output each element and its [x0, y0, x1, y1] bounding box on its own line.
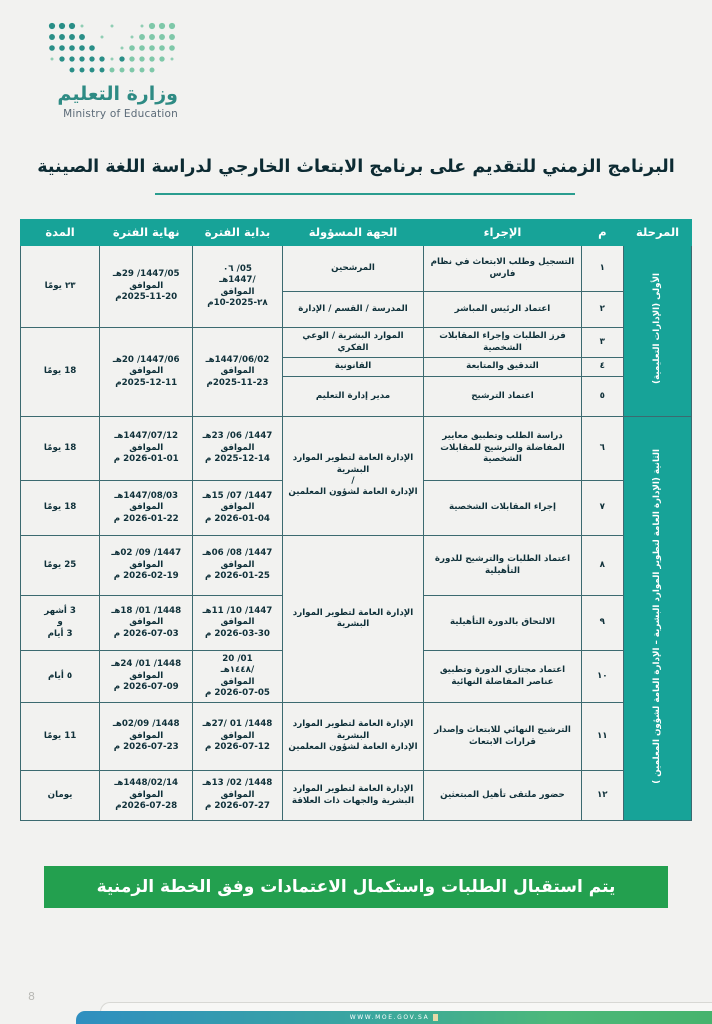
responsible-cell: الإدارة العامة لتطوير الموارد البشرية والجهات ذات العلاقة	[282, 771, 424, 821]
responsible-cell: الإدارة العامة لتطوير الموارد البشرية / الإدارة العامة لشؤون المعلمين	[282, 417, 424, 536]
row-number: ١	[581, 246, 624, 292]
row-number: ٨	[581, 536, 624, 596]
start-date-cell: 1447/ 06/ 23هـ الموافق 2025-12-14 م	[193, 417, 282, 481]
logo-english-name: Ministry of Education	[63, 107, 178, 120]
start-date-cell: 05/ ٠٦ /1447هـ الموافق ٢٨-10-2025م	[193, 246, 282, 328]
procedure-cell: الترشيح النهائي للابتعاث وإصدار قرارات الابتعاث	[424, 703, 581, 771]
logo-arabic-name: وزارة التعليم	[57, 83, 178, 105]
stage-cell	[624, 417, 692, 821]
footer-url: WWW.MOE.GOV.SA	[349, 1014, 430, 1021]
table-row	[21, 703, 692, 771]
responsible-cell: القانونية	[282, 358, 424, 377]
procedure-cell: الالتحاق بالدورة التأهيلية	[424, 596, 581, 651]
procedure-cell: حضور ملتقى تأهيل المبتعثين	[424, 771, 581, 821]
header-responsible: الجهة المسؤولة	[282, 220, 424, 246]
start-date-cell: 1447/ 10/ 11هـ الموافق 2026-03-30 م	[193, 596, 282, 651]
stage-cell	[624, 246, 692, 417]
notice-banner	[44, 866, 668, 908]
row-number: ١٠	[581, 651, 624, 703]
end-date-cell: 1448/02/14هـ الموافق 2026-07-28م	[100, 771, 193, 821]
table-header-row	[21, 220, 692, 246]
timeline-table	[20, 219, 692, 821]
page-title: البرنامج الزمني للتقديم على برنامج الابتعاث الخارجي لدراسة اللغة الصينية	[37, 157, 675, 177]
start-date-cell: 1447/ 08/ 06هـ الموافق 2026-01-25 م	[193, 536, 282, 596]
responsible-cell: الإدارة العامة لتطوير الموارد البشرية	[282, 536, 424, 703]
table-body	[21, 246, 692, 821]
duration-cell: 3 أشهر و 3 أيام	[21, 596, 100, 651]
end-date-cell: 1447/ 09/ 02هـ الموافق 2026-02-19 م	[100, 536, 193, 596]
table-row	[21, 328, 692, 358]
header-procedure: الإجراء	[424, 220, 581, 246]
header-duration: المدة	[21, 220, 100, 246]
procedure-cell: إجراء المقابلات الشخصية	[424, 481, 581, 536]
row-number: ٢	[581, 292, 624, 328]
responsible-cell: المدرسة / القسم / الإدارة	[282, 292, 424, 328]
end-date-cell: 1447/06/ 20هـ الموافق 2025-12-11م	[100, 328, 193, 417]
procedure-cell: فرز الطلبات وإجراء المقابلات الشخصية	[424, 328, 581, 358]
header-stage: المرحلة	[624, 220, 692, 246]
ministry-logo	[28, 20, 178, 120]
responsible-cell: مدير إدارة التعليم	[282, 377, 424, 417]
row-number: ١١	[581, 703, 624, 771]
row-number: ٧	[581, 481, 624, 536]
stage-label: الثانية (الإدارة العامة لتطوير الموارد البشرية – الإدارة العامة لشؤون المعلمين )	[652, 448, 663, 784]
footer-bar	[76, 1011, 712, 1024]
responsible-cell: الموارد البشرية / الوعي الفكري	[282, 328, 424, 358]
duration-cell: ٥ أيام	[21, 651, 100, 703]
duration-cell: 18 يومًا	[21, 481, 100, 536]
end-date-cell: 1447/07/12هـ الموافق 2026-01-01 م	[100, 417, 193, 481]
duration-cell: 25 يومًا	[21, 536, 100, 596]
procedure-cell: التسجيل وطلب الابتعاث في نظام فارس	[424, 246, 581, 292]
end-date-cell: 1447/05/ 29هـ الموافق 2025-11-20م	[100, 246, 193, 328]
header-start: بداية الفترة	[193, 220, 282, 246]
header-end: نهاية الفترة	[100, 220, 193, 246]
procedure-cell: اعتماد الطلبات والترشيح للدورة التأهيلية	[424, 536, 581, 596]
procedure-cell: دراسة الطلب وتطبيق معايير المفاضلة والترشيح للمقابلات الشخصية	[424, 417, 581, 481]
title-divider	[155, 193, 575, 195]
duration-cell: 18 يومًا	[21, 328, 100, 417]
stage-label: الأولى (الإدارات التعليمية)	[652, 273, 663, 385]
end-date-cell: 1448/ 01/ 24هـ الموافق 2026-07-09 م	[100, 651, 193, 703]
table-row	[21, 417, 692, 481]
row-number: ٣	[581, 328, 624, 358]
table-row	[21, 536, 692, 596]
row-number: ١٢	[581, 771, 624, 821]
responsible-cell: المرشحين	[282, 246, 424, 292]
logo-wordmark	[28, 84, 178, 120]
duration-cell: ٢٣ يومًا	[21, 246, 100, 328]
duration-cell: يومان	[21, 771, 100, 821]
responsible-cell: الإدارة العامة لتطوير الموارد البشرية الإدارة العامة لشؤون المعلمين	[282, 703, 424, 771]
logo-dot-pattern	[46, 20, 178, 82]
duration-cell: 18 يومًا	[21, 417, 100, 481]
end-date-cell: 1448/ 01/ 18هـ الموافق 2026-07-03 م	[100, 596, 193, 651]
end-date-cell: 1448/ 02/09هـ الموافق 2026-07-23 م	[100, 703, 193, 771]
flag-icon	[433, 1014, 438, 1021]
page-number: 8	[28, 990, 35, 1003]
table-row	[21, 771, 692, 821]
start-date-cell: 1448/ 02/ 13هـ الموافق 2026-07-27 م	[193, 771, 282, 821]
notice-banner-text: يتم استقبال الطلبات واستكمال الاعتمادات وفق الخطة الزمنية	[96, 877, 616, 897]
row-number: ٦	[581, 417, 624, 481]
start-date-cell: 1447/ 07/ 15هـ الموافق 2026-01-04 م	[193, 481, 282, 536]
start-date-cell: 01/ 20 /١٤٤٨هـ الموافق 2026-07-05 م	[193, 651, 282, 703]
procedure-cell: اعتماد الرئيس المباشر	[424, 292, 581, 328]
row-number: ٤	[581, 358, 624, 377]
procedure-cell: التدقيق والمتابعة	[424, 358, 581, 377]
row-number: ٩	[581, 596, 624, 651]
header-num: م	[581, 220, 624, 246]
procedure-cell: اعتماد الترشيح	[424, 377, 581, 417]
row-number: ٥	[581, 377, 624, 417]
end-date-cell: 1447/08/03هـ الموافق 2026-01-22 م	[100, 481, 193, 536]
procedure-cell: اعتماد مجتازي الدورة وتطبيق عناصر المفاضلة النهائية	[424, 651, 581, 703]
duration-cell: 11 يومًا	[21, 703, 100, 771]
start-date-cell: 1447/06/02هـ الموافق 2025-11-23م	[193, 328, 282, 417]
table-row	[21, 246, 692, 292]
start-date-cell: 1448/ 01 /27هـ الموافق 2026-07-12 م	[193, 703, 282, 771]
